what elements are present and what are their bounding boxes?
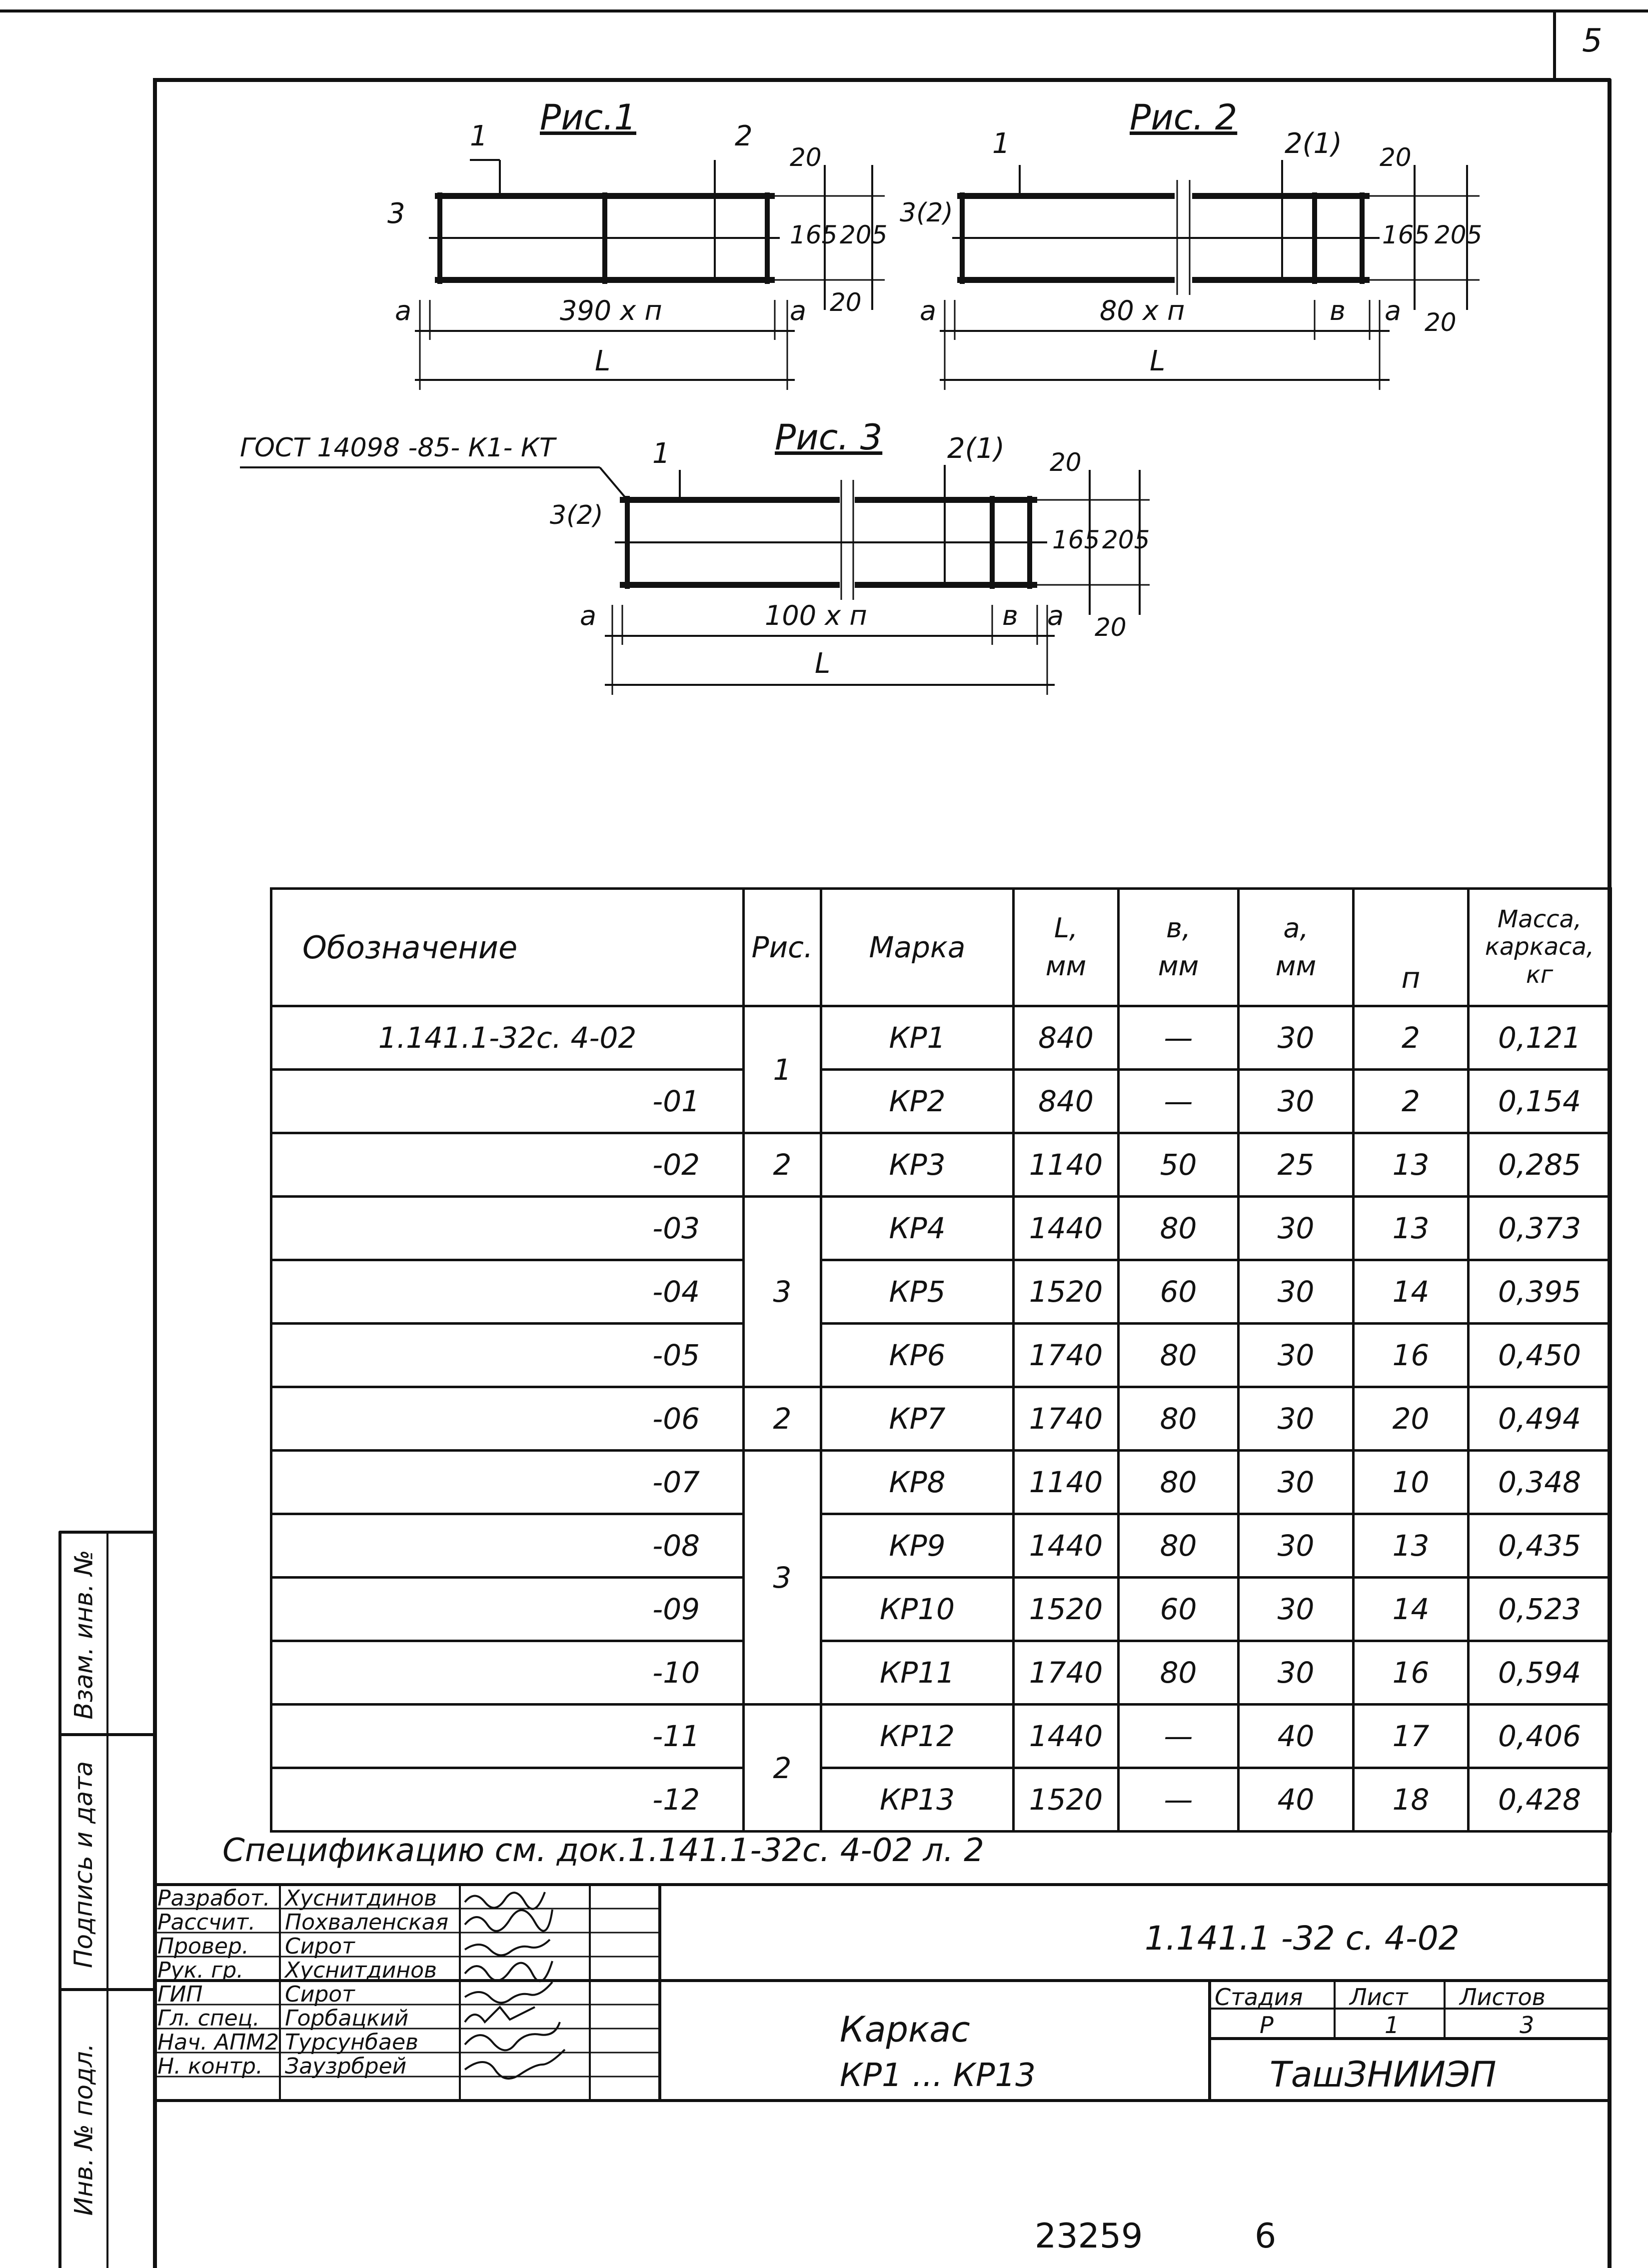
col-header-n: п bbox=[1354, 889, 1469, 1006]
role-name: Хуснитдинов bbox=[285, 1958, 437, 1983]
cell-L: 1740 bbox=[1014, 1324, 1119, 1387]
cell-n: 17 bbox=[1354, 1705, 1469, 1768]
cell-mark: КР3 bbox=[821, 1133, 1014, 1197]
cell-a: 40 bbox=[1239, 1768, 1354, 1832]
fig3-title: Рис. 3 bbox=[775, 417, 883, 458]
cell-b: — bbox=[1119, 1006, 1239, 1070]
role-label: Разработ. bbox=[157, 1886, 270, 1911]
cell-L: 1520 bbox=[1014, 1260, 1119, 1324]
cell-b: 60 bbox=[1119, 1578, 1239, 1641]
cell-b: 80 bbox=[1119, 1324, 1239, 1387]
cell-n: 10 bbox=[1354, 1451, 1469, 1514]
cell-designation: -01 bbox=[271, 1070, 744, 1133]
cell-a: 30 bbox=[1239, 1578, 1354, 1641]
col-header-a: a, мм bbox=[1239, 889, 1354, 1006]
cell-b: — bbox=[1119, 1705, 1239, 1768]
stage-label: Стадия bbox=[1215, 1984, 1303, 2011]
cell-L: 1440 bbox=[1014, 1197, 1119, 1260]
cell-designation: -02 bbox=[271, 1133, 744, 1197]
cell-mark: КР13 bbox=[821, 1768, 1014, 1832]
col-header-mass: Масса, каркаса, кг bbox=[1469, 889, 1611, 1006]
cell-fig: 2 bbox=[744, 1387, 821, 1451]
cell-n: 13 bbox=[1354, 1197, 1469, 1260]
cell-a: 30 bbox=[1239, 1641, 1354, 1705]
sheets-label: Листов bbox=[1460, 1984, 1546, 2011]
cell-mass: 0,494 bbox=[1469, 1387, 1611, 1451]
role-name: Сирот bbox=[285, 1982, 355, 2007]
fig3-dim-span: 100 х п bbox=[765, 600, 867, 631]
cell-n: 16 bbox=[1354, 1641, 1469, 1705]
cell-designation: -09 bbox=[271, 1578, 744, 1641]
cell-n: 14 bbox=[1354, 1260, 1469, 1324]
cell-L: 1520 bbox=[1014, 1578, 1119, 1641]
col-header-fig: Рис. bbox=[744, 889, 821, 1006]
cell-n: 16 bbox=[1354, 1324, 1469, 1387]
footer-number: 23259 bbox=[1035, 2217, 1143, 2256]
fig3-callout-3: 3(2) bbox=[550, 500, 603, 530]
role-label: Рассчит. bbox=[157, 1910, 256, 1935]
cell-mark: КР7 bbox=[821, 1387, 1014, 1451]
spec-note: Спецификацию см. док.1.141.1-32с. 4-02 л. 2 bbox=[222, 1832, 984, 1869]
cell-mass: 0,435 bbox=[1469, 1514, 1611, 1578]
sheets-value: 3 bbox=[1520, 2012, 1535, 2039]
cell-mark: КР1 bbox=[821, 1006, 1014, 1070]
cell-designation: -10 bbox=[271, 1641, 744, 1705]
fig1-dim-a-left: a bbox=[395, 295, 412, 326]
fig1-title: Рис.1 bbox=[540, 97, 636, 138]
title-block-doc-code: 1.141.1 -32 с. 4-02 bbox=[1145, 1919, 1460, 1958]
fig2-callout-2: 2(1) bbox=[1285, 127, 1342, 160]
cell-a: 30 bbox=[1239, 1451, 1354, 1514]
cell-n: 13 bbox=[1354, 1133, 1469, 1197]
role-label: Гл. спец. bbox=[157, 2006, 260, 2031]
cell-mass: 0,594 bbox=[1469, 1641, 1611, 1705]
fig3-dim-mid: 165 bbox=[1052, 525, 1100, 554]
role-label: Рук. гр. bbox=[157, 1958, 244, 1983]
cell-fig: 1 bbox=[744, 1006, 821, 1133]
cell-b: — bbox=[1119, 1768, 1239, 1832]
cell-fig: 2 bbox=[744, 1705, 821, 1832]
cell-designation: -11 bbox=[271, 1705, 744, 1768]
fig2-dim-mid: 165 bbox=[1382, 220, 1430, 249]
fig1-callout-2: 2 bbox=[735, 120, 753, 152]
fig3-dim-length: L bbox=[815, 647, 831, 680]
role-label: Н. контр. bbox=[157, 2054, 263, 2079]
col-header-b: в, мм bbox=[1119, 889, 1239, 1006]
col-header-mark: Марка bbox=[821, 889, 1014, 1006]
fig3-dim-bottom: 20 bbox=[1095, 613, 1127, 642]
title-block-title-1: Каркас bbox=[840, 2009, 970, 2050]
footer-page: 6 bbox=[1255, 2217, 1277, 2256]
cell-designation: -07 bbox=[271, 1451, 744, 1514]
cell-b: 80 bbox=[1119, 1514, 1239, 1578]
fig2-dim-total: 205 bbox=[1435, 220, 1483, 249]
cell-n: 18 bbox=[1354, 1768, 1469, 1832]
role-label: ГИП bbox=[157, 1982, 203, 2007]
role-name: Сирот bbox=[285, 1934, 355, 1959]
fig1-dim-a-right: a bbox=[790, 295, 807, 326]
side-label-signature-date: Подпись и дата bbox=[69, 1761, 98, 1969]
cell-a: 30 bbox=[1239, 1387, 1354, 1451]
cell-L: 1520 bbox=[1014, 1768, 1119, 1832]
role-name: Турсунбаев bbox=[285, 2030, 418, 2055]
fig3-callout-1: 1 bbox=[652, 437, 670, 470]
fig3-dim-b: в bbox=[1002, 600, 1018, 631]
cell-L: 840 bbox=[1014, 1070, 1119, 1133]
cell-mark: КР5 bbox=[821, 1260, 1014, 1324]
cell-b: 80 bbox=[1119, 1451, 1239, 1514]
stage-value: Р bbox=[1260, 2012, 1274, 2039]
cell-designation: -04 bbox=[271, 1260, 744, 1324]
cell-mark: КР4 bbox=[821, 1197, 1014, 1260]
fig2-dim-a-left: a bbox=[920, 295, 937, 326]
cell-n: 14 bbox=[1354, 1578, 1469, 1641]
col-header-designation: Обозначение bbox=[271, 889, 744, 1006]
cell-fig: 2 bbox=[744, 1133, 821, 1197]
cell-mass: 0,348 bbox=[1469, 1451, 1611, 1514]
fig3-dim-total: 205 bbox=[1102, 525, 1150, 554]
role-label: Нач. АПМ2 bbox=[157, 2030, 279, 2055]
fig1-dim-mid: 165 bbox=[790, 220, 838, 249]
col-header-L: L, мм bbox=[1014, 889, 1119, 1006]
cell-b: 80 bbox=[1119, 1641, 1239, 1705]
cell-b: — bbox=[1119, 1070, 1239, 1133]
fig2-callout-3: 3(2) bbox=[900, 198, 953, 228]
fig3-dim-a-left: a bbox=[580, 600, 597, 631]
cell-mass: 0,450 bbox=[1469, 1324, 1611, 1387]
cell-a: 30 bbox=[1239, 1006, 1354, 1070]
cell-a: 30 bbox=[1239, 1260, 1354, 1324]
fig2-dim-top: 20 bbox=[1380, 143, 1412, 172]
fig3-gost-label: ГОСТ 14098 -85- К1- КТ bbox=[240, 433, 555, 463]
cell-n: 2 bbox=[1354, 1006, 1469, 1070]
cell-L: 1440 bbox=[1014, 1514, 1119, 1578]
role-name: Похваленская bbox=[285, 1910, 449, 1935]
cell-designation: 1.141.1-32с. 4-02 bbox=[271, 1006, 744, 1070]
role-name: Горбацкий bbox=[285, 2006, 409, 2031]
side-label-vzam-inv: Взам. инв. № bbox=[69, 1550, 98, 1720]
cell-b: 60 bbox=[1119, 1260, 1239, 1324]
cell-mark: КР9 bbox=[821, 1514, 1014, 1578]
fig3-dim-a-right: a bbox=[1047, 600, 1064, 631]
cell-mark: КР11 bbox=[821, 1641, 1014, 1705]
fig1-dim-length: L bbox=[595, 345, 611, 377]
role-name: Хуснитдинов bbox=[285, 1886, 437, 1911]
role-name: Заузрбрей bbox=[285, 2054, 407, 2079]
sheet-label: Лист bbox=[1350, 1984, 1408, 2011]
cell-a: 30 bbox=[1239, 1197, 1354, 1260]
cell-mass: 0,395 bbox=[1469, 1260, 1611, 1324]
fig2-dim-a-right: a bbox=[1385, 295, 1402, 326]
sheet-value: 1 bbox=[1385, 2012, 1400, 2039]
fig1-callout-3: 3 bbox=[387, 197, 405, 230]
cell-b: 80 bbox=[1119, 1197, 1239, 1260]
cell-fig: 3 bbox=[744, 1451, 821, 1705]
cell-L: 1140 bbox=[1014, 1133, 1119, 1197]
cell-a: 30 bbox=[1239, 1324, 1354, 1387]
cell-b: 80 bbox=[1119, 1387, 1239, 1451]
cell-L: 840 bbox=[1014, 1006, 1119, 1070]
cell-mass: 0,154 bbox=[1469, 1070, 1611, 1133]
cell-a: 30 bbox=[1239, 1514, 1354, 1578]
cell-mark: КР6 bbox=[821, 1324, 1014, 1387]
side-label-inv-podl: Инв. № подл. bbox=[69, 2043, 98, 2216]
cell-mark: КР10 bbox=[821, 1578, 1014, 1641]
fig2-dim-b: в bbox=[1330, 295, 1346, 326]
fig3-dim-top: 20 bbox=[1050, 448, 1082, 477]
fig2-title: Рис. 2 bbox=[1130, 97, 1238, 138]
cell-b: 50 bbox=[1119, 1133, 1239, 1197]
cell-mass: 0,121 bbox=[1469, 1006, 1611, 1070]
cell-L: 1740 bbox=[1014, 1387, 1119, 1451]
organization: ТашЗНИИЭП bbox=[1270, 2054, 1497, 2095]
cell-mass: 0,373 bbox=[1469, 1197, 1611, 1260]
cell-fig: 3 bbox=[744, 1197, 821, 1387]
fig2-callout-1: 1 bbox=[992, 127, 1010, 160]
fig1-dim-span: 390 х п bbox=[560, 295, 662, 326]
cell-n: 13 bbox=[1354, 1514, 1469, 1578]
fig1-dim-total: 205 bbox=[840, 220, 888, 249]
cell-designation: -12 bbox=[271, 1768, 744, 1832]
cell-a: 30 bbox=[1239, 1070, 1354, 1133]
cell-mass: 0,406 bbox=[1469, 1705, 1611, 1768]
sheet-number: 5 bbox=[1582, 22, 1603, 59]
cell-mass: 0,428 bbox=[1469, 1768, 1611, 1832]
cell-L: 1440 bbox=[1014, 1705, 1119, 1768]
cell-designation: -03 bbox=[271, 1197, 744, 1260]
cell-a: 25 bbox=[1239, 1133, 1354, 1197]
fig2-dim-span: 80 х п bbox=[1100, 295, 1185, 326]
fig2-dim-bottom: 20 bbox=[1425, 308, 1457, 337]
cell-L: 1140 bbox=[1014, 1451, 1119, 1514]
cell-n: 20 bbox=[1354, 1387, 1469, 1451]
fig3-callout-2: 2(1) bbox=[947, 432, 1005, 465]
cell-mass: 0,285 bbox=[1469, 1133, 1611, 1197]
cell-designation: -06 bbox=[271, 1387, 744, 1451]
cell-designation: -05 bbox=[271, 1324, 744, 1387]
role-label: Провер. bbox=[157, 1934, 249, 1959]
fig2-dim-length: L bbox=[1150, 345, 1166, 377]
fig1-dim-bottom: 20 bbox=[830, 288, 862, 317]
title-block-title-2: КР1 ... КР13 bbox=[840, 2057, 1036, 2094]
cell-mark: КР8 bbox=[821, 1451, 1014, 1514]
cell-n: 2 bbox=[1354, 1070, 1469, 1133]
cell-designation: -08 bbox=[271, 1514, 744, 1578]
fig1-callout-1: 1 bbox=[470, 120, 488, 152]
cell-mark: КР12 bbox=[821, 1705, 1014, 1768]
fig1-dim-top: 20 bbox=[790, 143, 822, 172]
cell-a: 40 bbox=[1239, 1705, 1354, 1768]
cell-L: 1740 bbox=[1014, 1641, 1119, 1705]
cell-mark: КР2 bbox=[821, 1070, 1014, 1133]
cell-mass: 0,523 bbox=[1469, 1578, 1611, 1641]
